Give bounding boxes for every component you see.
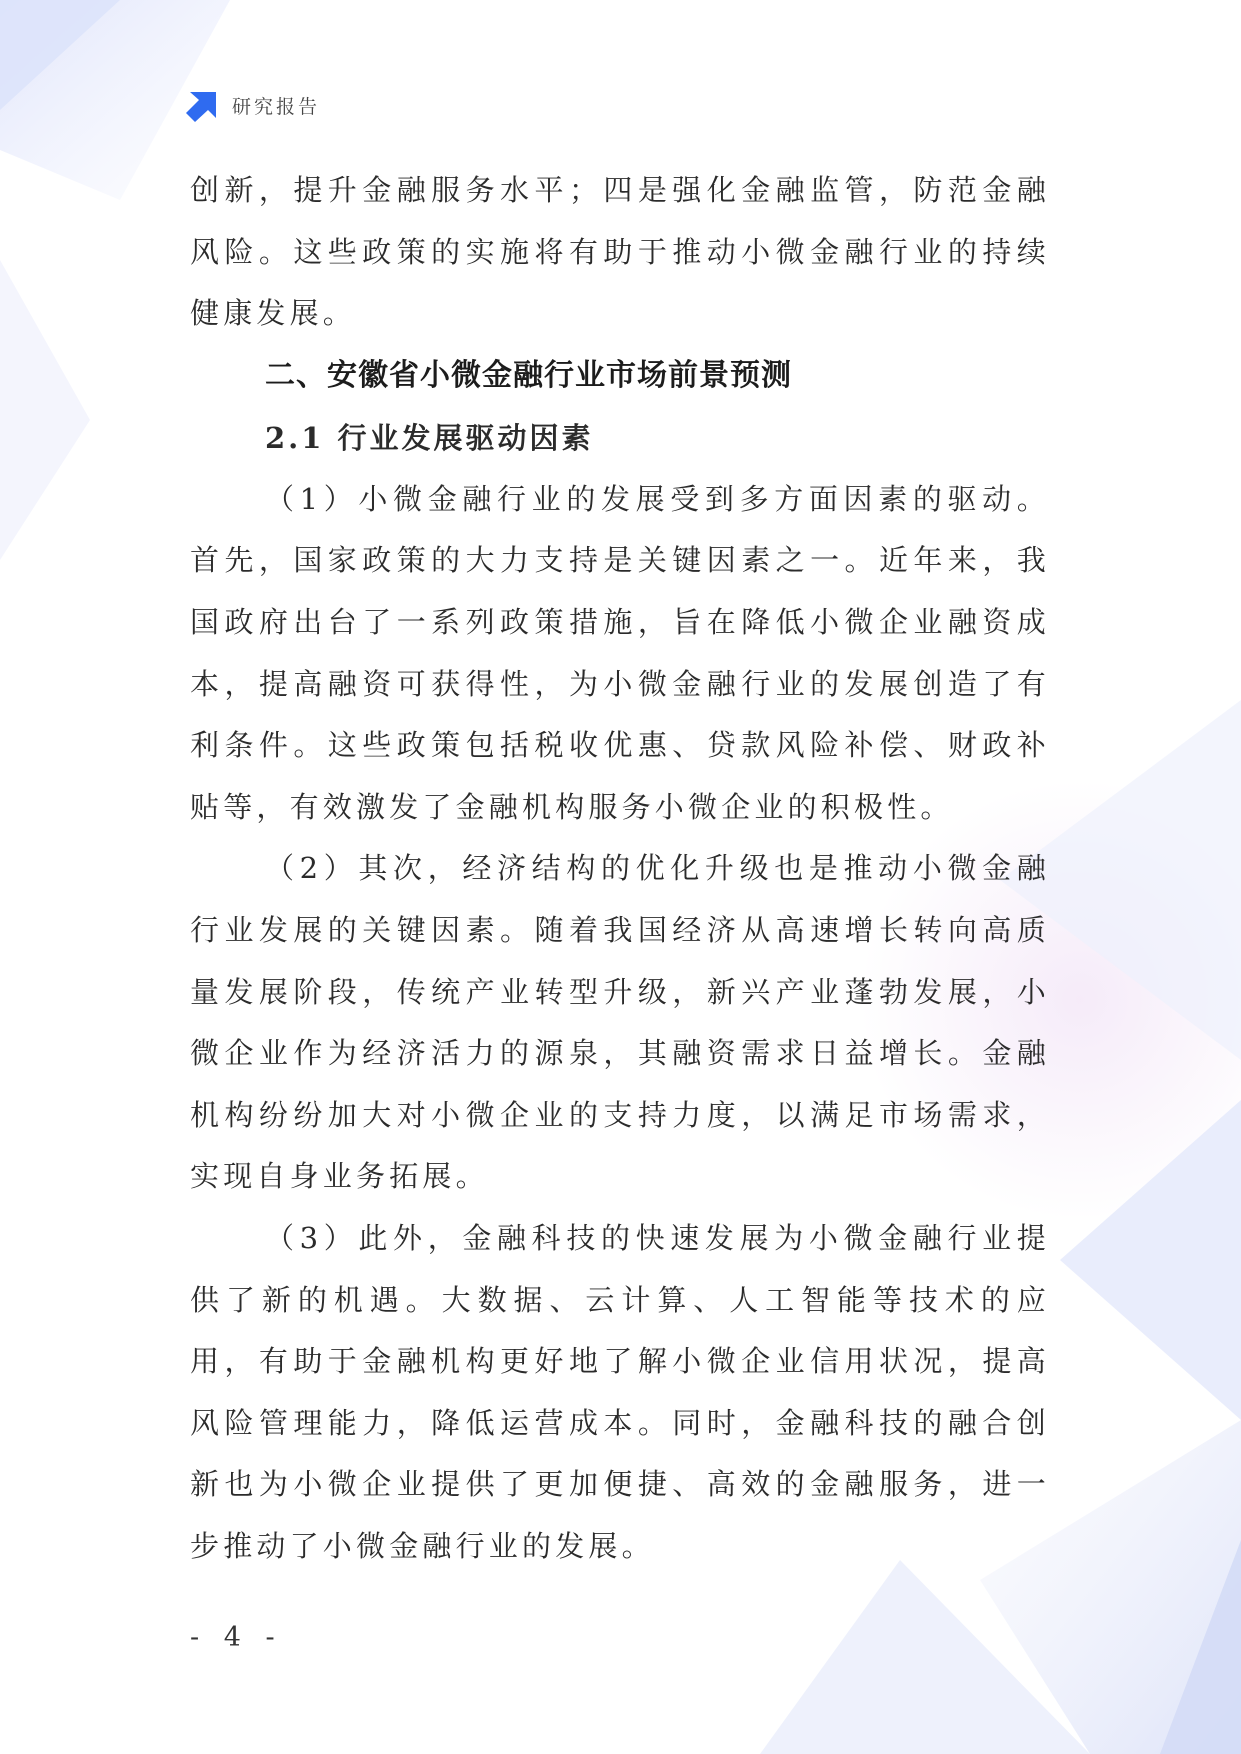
subsection-heading: 2.1 行业发展驱动因素: [265, 420, 594, 455]
page-number: - 4 -: [190, 1622, 283, 1653]
paragraph-economic-structure: （2）其次，经济结构的优化升级也是推动小微金融行业发展的关键因素。随着我国经济从高速增长转向高质量发展阶段，传统产业转型升级，新兴产业蓬勃发展，小微企业作为经济活力的源泉，其融资需求日益增长。金融机构纷纷加大对小微企业的支持力度，以满足市场需求，实现自身业务拓展。: [190, 851, 1050, 1194]
paragraph-continuation: 创新，提升金融服务水平；四是强化金融监管，防范金融风险。这些政策的实施将有助于推动小微金融行业的持续健康发展。: [190, 173, 1050, 331]
arrow-up-right-icon: [186, 88, 220, 122]
paragraph-fintech: （3）此外，金融科技的快速发展为小微金融行业提供了新的机遇。大数据、云计算、人工智能等技术的应用，有助于金融机构更好地了解小微企业信用状况，提高风险管理能力，降低运营成本。同时，金融科技的融合创新也为小微企业提供了更加便捷、高效的金融服务，进一步推动了小微金融行业的发展。: [190, 1220, 1050, 1563]
document-body: [190, 160, 1050, 1577]
header-title: 研究报告: [232, 95, 321, 118]
report-header: [186, 87, 320, 123]
section-heading: 二、安徽省小微金融行业市场前景预测: [265, 357, 792, 393]
paragraph-policy-support: （1）小微金融行业的发展受到多方面因素的驱动。首先，国家政策的大力支持是关键因素之一。近年来，我国政府出台了一系列政策措施，旨在降低小微企业融资成本，提高融资可获得性，为小微金融行业的发展创造了有利条件。这些政策包括税收优惠、贷款风险补偿、财政补贴等，有效激发了金融机构服务小微企业的积极性。: [190, 481, 1050, 824]
